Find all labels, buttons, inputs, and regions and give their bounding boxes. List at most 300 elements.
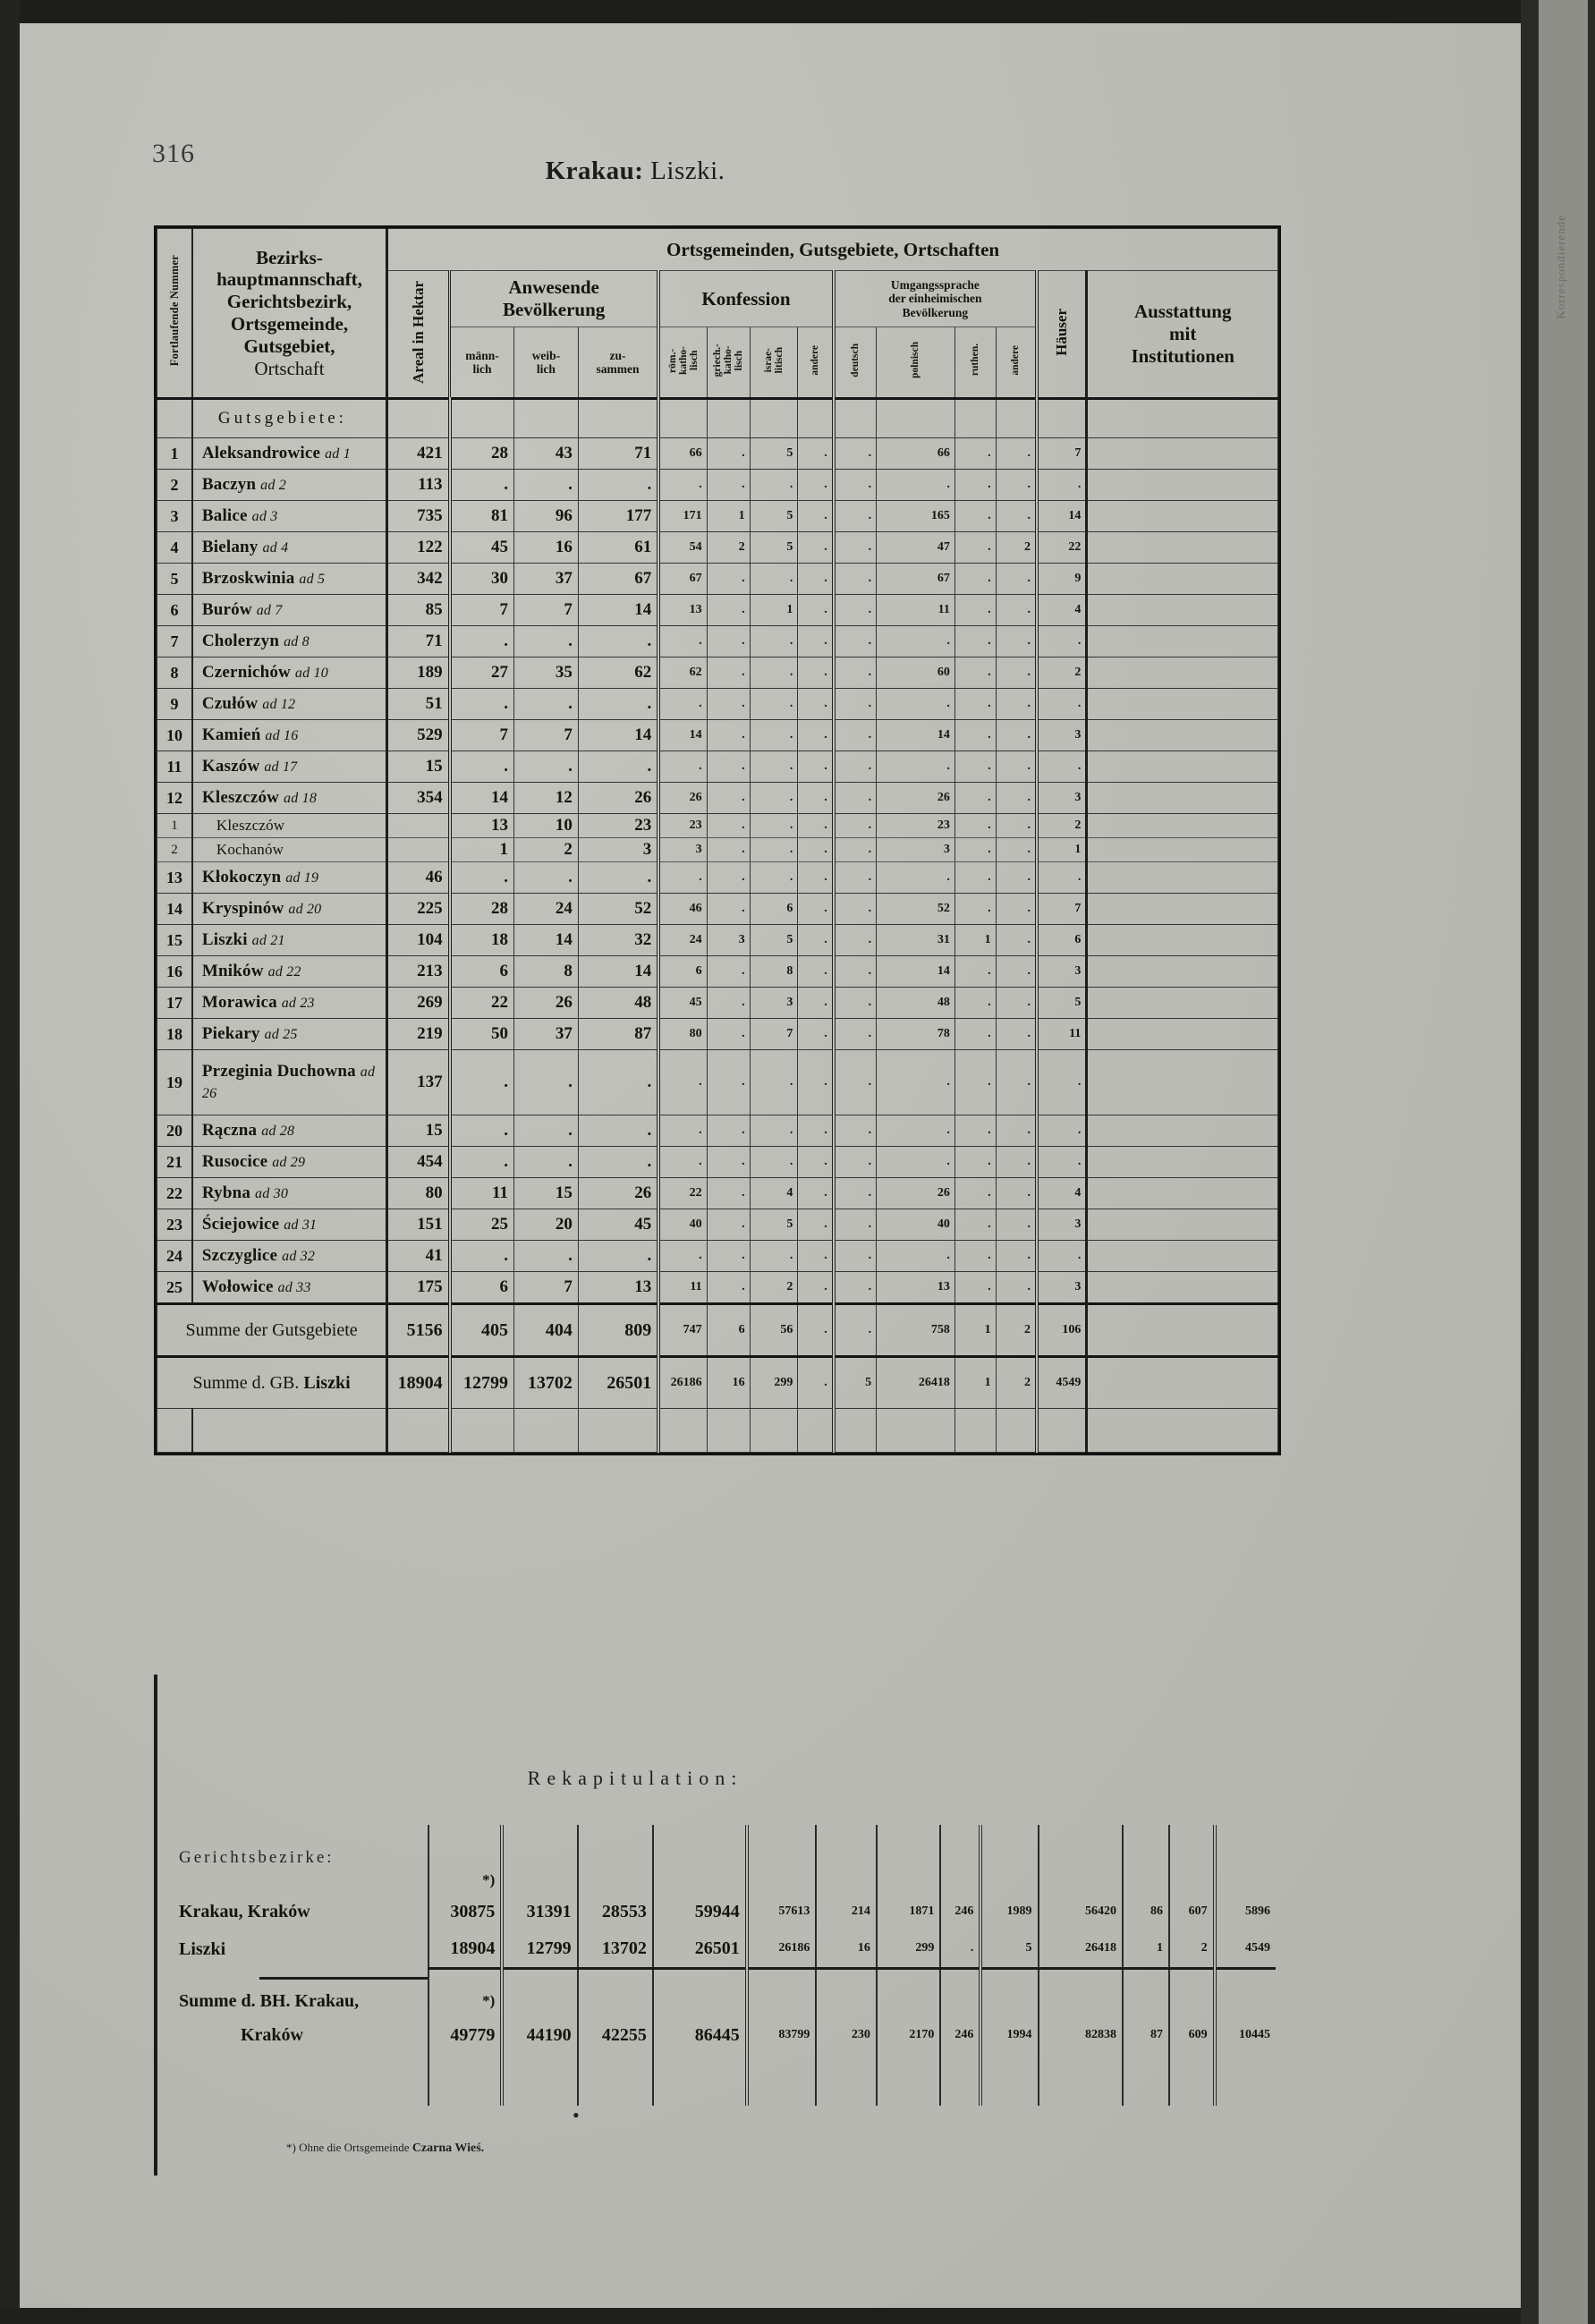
row-institutions	[1087, 988, 1278, 1019]
scan-edge-left	[0, 0, 20, 2324]
summary-greek-catholic: 6	[707, 1304, 750, 1357]
row-index: 9	[157, 689, 192, 720]
row-german: .	[834, 438, 877, 470]
row-ruthenian: .	[954, 501, 996, 532]
row-israelite: .	[750, 814, 798, 838]
row-total: 3	[578, 838, 658, 862]
row-place-name: Kleszczów	[192, 814, 387, 838]
row-greek-catholic: .	[707, 783, 750, 814]
rek-polish: 56420	[1039, 1893, 1124, 1930]
row-total: 61	[578, 532, 658, 564]
statistics-table	[157, 228, 1278, 1453]
header-israelite: israe- litisch	[750, 327, 798, 399]
row-roman-catholic: .	[658, 862, 707, 894]
facing-page-edge	[1539, 0, 1595, 2324]
footnote-bold: Czarna Wieś.	[411, 2142, 485, 2155]
row-german: .	[834, 1178, 877, 1209]
row-index: 8	[157, 657, 192, 689]
row-place-name: Czernichów ad 10	[192, 657, 387, 689]
row-institutions	[1087, 1019, 1278, 1050]
row-polish: 31	[877, 925, 955, 956]
row-place-name: Mników ad 22	[192, 956, 387, 988]
row-institutions	[1087, 720, 1278, 751]
row-ruthenian: .	[954, 1209, 996, 1241]
recapitulation-star-row	[179, 1868, 1276, 1893]
row-roman-catholic: 3	[658, 838, 707, 862]
row-total: 67	[578, 564, 658, 595]
row-polish: 40	[877, 1209, 955, 1241]
row-confession-other: .	[798, 1209, 834, 1241]
row-roman-catholic: 11	[658, 1272, 707, 1304]
row-index: 24	[157, 1241, 192, 1272]
row-israelite: .	[750, 1050, 798, 1115]
row-polish: .	[877, 626, 955, 657]
row-polish: 165	[877, 501, 955, 532]
row-language-other: .	[996, 626, 1037, 657]
row-greek-catholic: .	[707, 1147, 750, 1178]
row-polish: 26	[877, 1178, 955, 1209]
rek-german: 1994	[980, 2014, 1038, 2056]
summary-houses: 4549	[1037, 1357, 1087, 1409]
row-index: 21	[157, 1147, 192, 1178]
row-female: .	[513, 1147, 578, 1178]
row-total: .	[578, 751, 658, 783]
row-index: 6	[157, 595, 192, 626]
recapitulation-total-row	[179, 2014, 1276, 2056]
row-institutions	[1087, 595, 1278, 626]
row-total: .	[578, 1115, 658, 1147]
row-index: 5	[157, 564, 192, 595]
row-houses: .	[1037, 1115, 1087, 1147]
row-male: 6	[450, 1272, 514, 1304]
row-institutions	[1087, 956, 1278, 988]
row-israelite: 2	[750, 1272, 798, 1304]
row-total: .	[578, 626, 658, 657]
table-summary-body	[157, 1304, 1278, 1409]
row-houses: 9	[1037, 564, 1087, 595]
row-language-other: 2	[996, 532, 1037, 564]
facing-page-side-label: Korrespondierende	[1554, 215, 1567, 319]
row-total: 45	[578, 1209, 658, 1241]
table-row	[157, 626, 1278, 657]
row-male: 45	[450, 532, 514, 564]
row-greek-catholic: .	[707, 894, 750, 925]
header-male: männ- lich	[450, 327, 514, 399]
rek-language-other: 609	[1169, 2014, 1215, 2056]
row-male: .	[450, 1050, 514, 1115]
row-area: 85	[387, 595, 450, 626]
rek-confession-other: 246	[940, 1893, 980, 1930]
summary-area: 5156	[387, 1304, 450, 1357]
row-ruthenian: .	[954, 1241, 996, 1272]
summary-male: 12799	[450, 1357, 514, 1409]
row-greek-catholic: 2	[707, 532, 750, 564]
row-total: .	[578, 1147, 658, 1178]
recapitulation-total-star-row	[179, 1988, 1276, 2014]
row-german: .	[834, 838, 877, 862]
row-houses: 22	[1037, 532, 1087, 564]
table-row	[157, 1019, 1278, 1050]
row-female: 2	[513, 838, 578, 862]
summary-israelite: 56	[750, 1304, 798, 1357]
row-language-other: .	[996, 956, 1037, 988]
row-greek-catholic: .	[707, 988, 750, 1019]
rek-roman-catholic: 83799	[747, 2014, 817, 2056]
row-female: 14	[513, 925, 578, 956]
row-ruthenian: .	[954, 720, 996, 751]
row-ruthenian: .	[954, 1115, 996, 1147]
recapitulation-footnote-marker: *)	[428, 1868, 502, 1893]
row-houses: 4	[1037, 1178, 1087, 1209]
row-israelite: 7	[750, 1019, 798, 1050]
summary-total: 26501	[578, 1357, 658, 1409]
rek-female: 13702	[578, 1930, 653, 1968]
row-confession-other: .	[798, 1147, 834, 1178]
row-area	[387, 838, 450, 862]
recapitulation-row	[179, 1930, 1276, 1968]
table-row	[157, 751, 1278, 783]
row-confession-other: .	[798, 532, 834, 564]
row-area: 104	[387, 925, 450, 956]
row-male: .	[450, 751, 514, 783]
row-language-other: .	[996, 1147, 1037, 1178]
row-female: 15	[513, 1178, 578, 1209]
header-female: weib- lich	[513, 327, 578, 399]
rek-israelite: 1871	[877, 1893, 941, 1930]
row-place-name: Czułów ad 12	[192, 689, 387, 720]
row-index: 7	[157, 626, 192, 657]
row-total: .	[578, 1050, 658, 1115]
summary-polish: 758	[877, 1304, 955, 1357]
row-place-name: Rączna ad 28	[192, 1115, 387, 1147]
row-confession-other: .	[798, 814, 834, 838]
header-confession-other: andere	[798, 327, 834, 399]
row-male: 28	[450, 894, 514, 925]
row-german: .	[834, 720, 877, 751]
rek-roman-catholic: 26186	[747, 1930, 817, 1968]
row-greek-catholic: .	[707, 438, 750, 470]
rek-israelite: 299	[877, 1930, 941, 1968]
row-confession-other: .	[798, 1115, 834, 1147]
row-area: 354	[387, 783, 450, 814]
row-roman-catholic: .	[658, 751, 707, 783]
row-area: 735	[387, 501, 450, 532]
row-polish: 78	[877, 1019, 955, 1050]
row-israelite: 5	[750, 532, 798, 564]
row-ruthenian: .	[954, 1272, 996, 1304]
row-roman-catholic: 6	[658, 956, 707, 988]
row-roman-catholic: .	[658, 1147, 707, 1178]
row-israelite: .	[750, 1115, 798, 1147]
row-male: 25	[450, 1209, 514, 1241]
row-female: .	[513, 1050, 578, 1115]
row-roman-catholic: 62	[658, 657, 707, 689]
rek-houses: 5896	[1215, 1893, 1276, 1930]
row-polish: 47	[877, 532, 955, 564]
running-head-district: Krakau:	[545, 157, 644, 185]
table-row	[157, 925, 1278, 956]
row-area	[387, 814, 450, 838]
row-institutions	[1087, 1241, 1278, 1272]
row-language-other: .	[996, 438, 1037, 470]
row-place-name: Brzoskwinia ad 5	[192, 564, 387, 595]
row-language-other: .	[996, 595, 1037, 626]
row-male: 11	[450, 1178, 514, 1209]
row-houses: 1	[1037, 838, 1087, 862]
row-israelite: 8	[750, 956, 798, 988]
table-row	[157, 838, 1278, 862]
summary-confession-other: .	[798, 1304, 834, 1357]
table-row	[157, 1178, 1278, 1209]
row-total: 26	[578, 1178, 658, 1209]
table-row	[157, 595, 1278, 626]
table-row	[157, 1147, 1278, 1178]
row-ruthenian: .	[954, 689, 996, 720]
header-index-col: Fortlaufende Nummer	[157, 229, 192, 399]
row-german: .	[834, 814, 877, 838]
row-houses: 6	[1037, 925, 1087, 956]
row-area: 71	[387, 626, 450, 657]
row-area: 137	[387, 1050, 450, 1115]
row-total: 26	[578, 783, 658, 814]
row-female: 37	[513, 1019, 578, 1050]
row-greek-catholic: .	[707, 1115, 750, 1147]
row-roman-catholic: 67	[658, 564, 707, 595]
row-male: .	[450, 1147, 514, 1178]
rek-ruthenian: 87	[1123, 2014, 1169, 2056]
row-german: .	[834, 470, 877, 501]
row-greek-catholic: .	[707, 862, 750, 894]
row-confession-other: .	[798, 1050, 834, 1115]
row-area: 454	[387, 1147, 450, 1178]
row-index: 20	[157, 1115, 192, 1147]
row-roman-catholic: .	[658, 689, 707, 720]
row-place-name: Piekary ad 25	[192, 1019, 387, 1050]
row-greek-catholic: .	[707, 1241, 750, 1272]
row-area: 342	[387, 564, 450, 595]
row-confession-other: .	[798, 838, 834, 862]
row-index: 2	[157, 838, 192, 862]
table-row	[157, 470, 1278, 501]
row-greek-catholic: .	[707, 689, 750, 720]
row-index: 13	[157, 862, 192, 894]
row-german: .	[834, 595, 877, 626]
row-ruthenian: .	[954, 988, 996, 1019]
header-polish: polnisch	[877, 327, 955, 399]
row-polish: .	[877, 689, 955, 720]
rek-israelite: 2170	[877, 2014, 941, 2056]
row-greek-catholic: .	[707, 626, 750, 657]
table-row	[157, 501, 1278, 532]
row-polish: 14	[877, 956, 955, 988]
row-houses: 3	[1037, 956, 1087, 988]
row-ruthenian: .	[954, 595, 996, 626]
scan-edge-top	[0, 0, 1595, 23]
row-greek-catholic: .	[707, 1019, 750, 1050]
row-confession-other: .	[798, 862, 834, 894]
row-language-other: .	[996, 564, 1037, 595]
row-israelite: .	[750, 783, 798, 814]
row-male: 13	[450, 814, 514, 838]
row-total: 14	[578, 595, 658, 626]
rek-female: 42255	[578, 2014, 653, 2056]
summary-language-other: 2	[996, 1357, 1037, 1409]
row-total: 23	[578, 814, 658, 838]
row-male: .	[450, 689, 514, 720]
row-index: 25	[157, 1272, 192, 1304]
row-male: .	[450, 1241, 514, 1272]
recapitulation-section-label: Gerichtsbezirke:	[179, 1848, 335, 1867]
row-female: 7	[513, 720, 578, 751]
table-row	[157, 814, 1278, 838]
row-index: 18	[157, 1019, 192, 1050]
row-language-other: .	[996, 1019, 1037, 1050]
row-israelite: .	[750, 1241, 798, 1272]
header-institutions-col: Ausstattung mit Institutionen	[1087, 271, 1278, 399]
header-place-col: Bezirks- hauptmannschaft, Gerichtsbezirk, Ortsgemeinde, Gutsgebiet, Ortschaft	[192, 229, 387, 399]
rek-ruthenian: 86	[1123, 1893, 1169, 1930]
row-female: 7	[513, 595, 578, 626]
row-place-name: Kaszów ad 17	[192, 751, 387, 783]
rek-confession-other: 246	[940, 2014, 980, 2056]
row-polish: .	[877, 1241, 955, 1272]
row-houses: .	[1037, 751, 1087, 783]
table-row	[157, 1050, 1278, 1115]
row-german: .	[834, 894, 877, 925]
row-total: 48	[578, 988, 658, 1019]
row-language-other: .	[996, 689, 1037, 720]
row-confession-other: .	[798, 564, 834, 595]
row-german: .	[834, 925, 877, 956]
row-language-other: .	[996, 751, 1037, 783]
row-language-other: .	[996, 501, 1037, 532]
row-confession-other: .	[798, 956, 834, 988]
row-male: .	[450, 470, 514, 501]
row-confession-other: .	[798, 595, 834, 626]
row-german: .	[834, 1241, 877, 1272]
row-german: .	[834, 564, 877, 595]
rek-language-other: 607	[1169, 1893, 1215, 1930]
row-israelite: .	[750, 657, 798, 689]
row-total: 14	[578, 956, 658, 988]
row-israelite: 5	[750, 501, 798, 532]
row-polish: 14	[877, 720, 955, 751]
row-greek-catholic: .	[707, 470, 750, 501]
row-total: .	[578, 689, 658, 720]
row-place-name: Szczyglice ad 32	[192, 1241, 387, 1272]
row-male: 22	[450, 988, 514, 1019]
rek-greek-catholic: 16	[816, 1930, 876, 1968]
row-index: 3	[157, 501, 192, 532]
rek-greek-catholic: 214	[816, 1893, 876, 1930]
row-total: .	[578, 862, 658, 894]
row-greek-catholic: .	[707, 1050, 750, 1115]
group-caption-row	[157, 399, 1278, 438]
row-houses: .	[1037, 470, 1087, 501]
summary-label: Summe der Gutsgebiete	[157, 1304, 387, 1357]
row-language-other: .	[996, 1209, 1037, 1241]
row-area: 15	[387, 751, 450, 783]
row-greek-catholic: 1	[707, 501, 750, 532]
row-roman-catholic: 26	[658, 783, 707, 814]
row-area: 421	[387, 438, 450, 470]
row-greek-catholic: .	[707, 657, 750, 689]
row-german: .	[834, 657, 877, 689]
row-male: 50	[450, 1019, 514, 1050]
rek-polish: 26418	[1039, 1930, 1124, 1968]
row-institutions	[1087, 751, 1278, 783]
row-houses: 14	[1037, 501, 1087, 532]
row-area: 46	[387, 862, 450, 894]
row-place-name: Kamień ad 16	[192, 720, 387, 751]
row-institutions	[1087, 501, 1278, 532]
summary-ruthenian: 1	[954, 1357, 996, 1409]
row-ruthenian: .	[954, 564, 996, 595]
row-roman-catholic: 23	[658, 814, 707, 838]
row-confession-other: .	[798, 925, 834, 956]
row-male: 81	[450, 501, 514, 532]
row-ruthenian: .	[954, 1178, 996, 1209]
row-total: .	[578, 470, 658, 501]
row-israelite: .	[750, 862, 798, 894]
summary-language-other: 2	[996, 1304, 1037, 1357]
rek-name: Krakau, Kraków	[179, 1901, 310, 1921]
row-confession-other: .	[798, 783, 834, 814]
header-roman-catholic: röm.- katho- lisch	[658, 327, 707, 399]
row-ruthenian: .	[954, 862, 996, 894]
row-houses: .	[1037, 626, 1087, 657]
row-language-other: .	[996, 1050, 1037, 1115]
rek-ruthenian: 1	[1123, 1930, 1169, 1968]
rek-total: 59944	[653, 1893, 747, 1930]
row-confession-other: .	[798, 1178, 834, 1209]
row-area: 219	[387, 1019, 450, 1050]
row-ruthenian: .	[954, 438, 996, 470]
row-roman-catholic: .	[658, 1115, 707, 1147]
row-german: .	[834, 501, 877, 532]
row-greek-catholic: .	[707, 1178, 750, 1209]
row-german: .	[834, 1147, 877, 1178]
footnote-text: Ohne die Ortsgemeinde	[295, 2141, 412, 2154]
row-houses: .	[1037, 862, 1087, 894]
rek-male: 44190	[502, 2014, 577, 2056]
row-male: .	[450, 626, 514, 657]
row-female: 43	[513, 438, 578, 470]
row-total: 13	[578, 1272, 658, 1304]
row-houses: .	[1037, 1050, 1087, 1115]
row-polish: .	[877, 1147, 955, 1178]
row-ruthenian: .	[954, 532, 996, 564]
row-female: 16	[513, 532, 578, 564]
summary-german: 5	[834, 1357, 877, 1409]
row-area: 189	[387, 657, 450, 689]
table-row	[157, 894, 1278, 925]
rek-total-footnote-marker: *)	[428, 1988, 502, 2014]
row-institutions	[1087, 532, 1278, 564]
row-confession-other: .	[798, 626, 834, 657]
row-polish: .	[877, 751, 955, 783]
row-israelite: .	[750, 1147, 798, 1178]
row-german: .	[834, 1019, 877, 1050]
row-roman-catholic: 13	[658, 595, 707, 626]
table-row	[157, 657, 1278, 689]
row-male: .	[450, 1115, 514, 1147]
row-total: 32	[578, 925, 658, 956]
row-greek-catholic: .	[707, 956, 750, 988]
row-ruthenian: .	[954, 894, 996, 925]
row-greek-catholic: .	[707, 1272, 750, 1304]
row-greek-catholic: .	[707, 595, 750, 626]
